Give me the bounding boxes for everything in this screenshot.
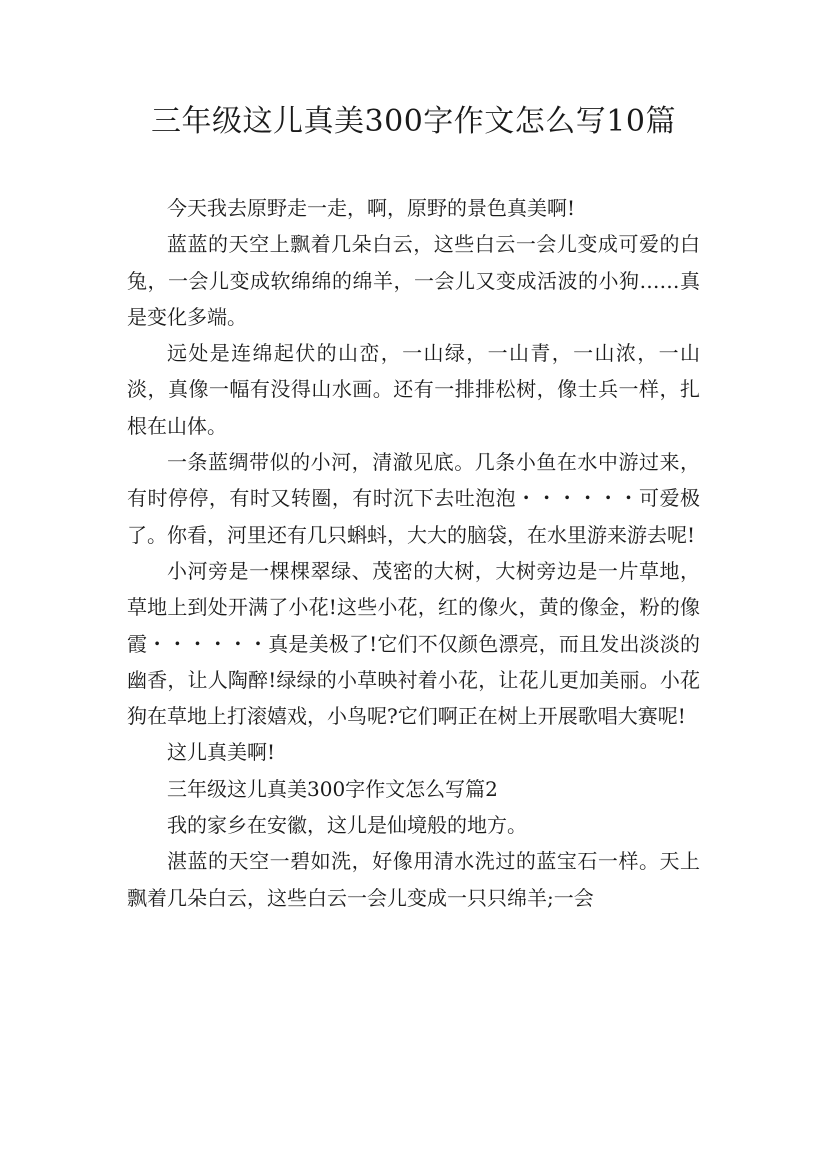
paragraph: 一条蓝绸带似的小河，清澈见底。几条小鱼在水中游过来，有时停停，有时又转圈，有时沉下去吐泡泡・・・・・・可爱极了。你看，河里还有几只蝌蚪，大大的脑袋，在水里游来游去呢! (127, 450, 700, 547)
paragraph: 今天我去原野走一走，啊，原野的景色真美啊! (167, 196, 576, 220)
paragraph: 远处是连绵起伏的山峦，一山绿，一山青，一山浓，一山淡，真像一幅有没得山水画。还有一排排松树，像士兵一样，扎根在山体。 (127, 341, 700, 438)
paragraph: 蓝蓝的天空上飘着几朵白云，这些白云一会儿变成可爱的白兔，一会儿变成软绵绵的绵羊，一会儿又变成活波的小狗……真是变化多端。 (127, 232, 700, 329)
paragraph: 这儿真美啊! (167, 740, 276, 765)
document-body (127, 190, 700, 916)
section-heading: 三年级这儿真美300字作文怎么写篇2 (167, 776, 498, 801)
paragraph: 湛蓝的天空一碧如洗，好像用清水洗过的蓝宝石一样。天上飘着几朵白云，这些白云一会儿变成一只只绵羊;一会 (127, 849, 700, 910)
paragraph: 小河旁是一棵棵翠绿、茂密的大树，大树旁边是一片草地，草地上到处开满了小花!这些小花，红的像火，黄的像金，粉的像霞・・・・・・真是美极了!它们不仅颜色漂亮，而且发出淡淡的幽香，让人陶醉!绿绿的小草映衬着小花，让花儿更加美丽。小花狗在草地上打滚嬉戏，小鸟呢?它们啊正在树上开展歌唱大赛呢! (127, 558, 700, 729)
paragraph: 我的家乡在安徽，这儿是仙境般的地方。 (167, 813, 527, 838)
document-title: 三年级这儿真美300字作文怎么写10篇 (151, 104, 676, 139)
